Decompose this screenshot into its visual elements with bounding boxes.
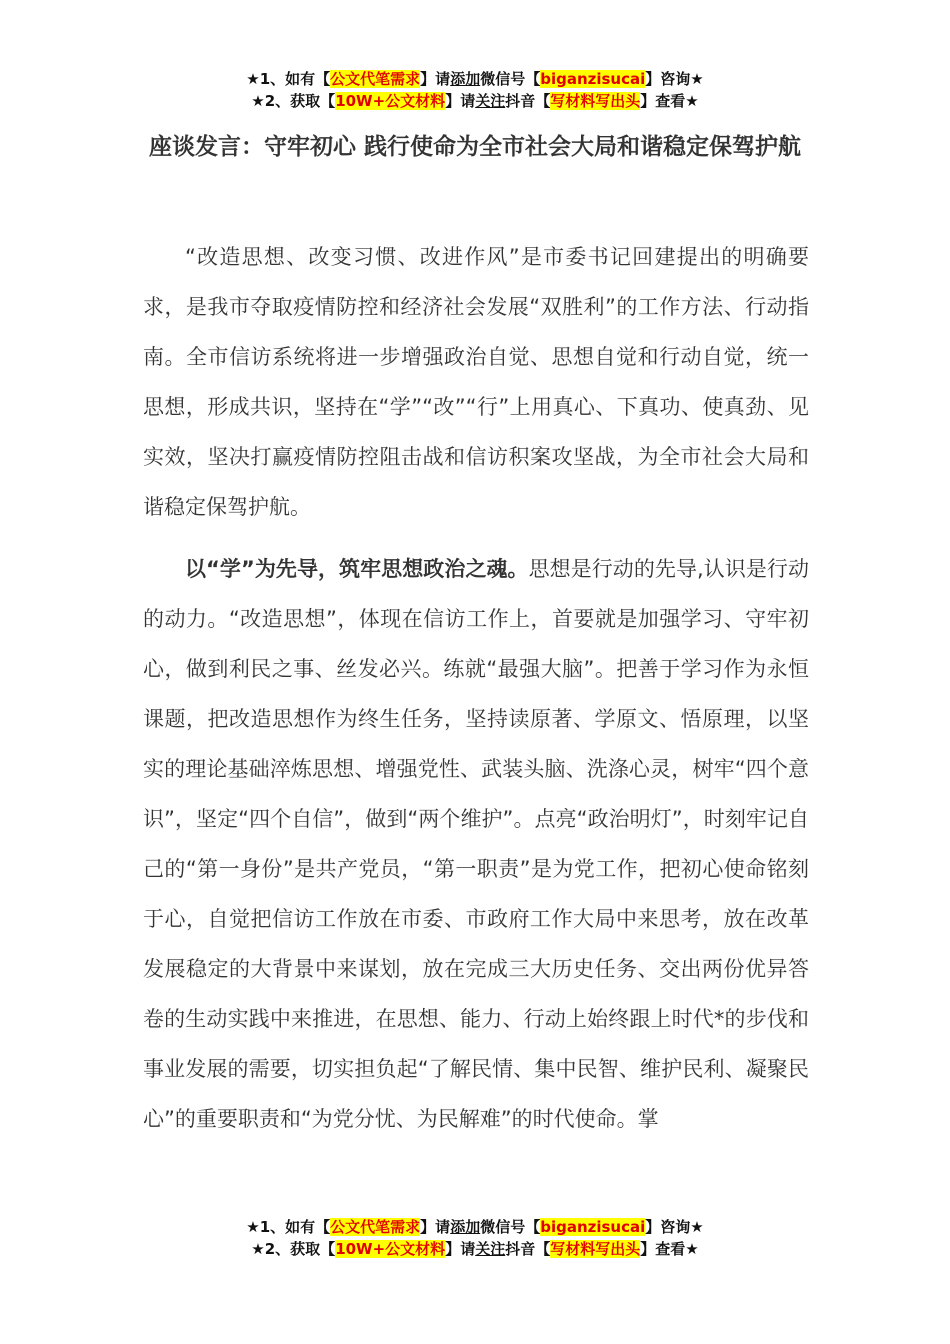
underlined-text: 关注 <box>475 92 506 110</box>
bottom-banner <box>0 1216 950 1260</box>
underlined-text: 添加 <box>450 1218 481 1236</box>
banner-text: ★2、获取【 <box>251 92 336 110</box>
banner-text: 】请 <box>445 1240 476 1258</box>
paragraph-lead: 以“学”为先导，筑牢思想政治之魂。 <box>185 557 529 581</box>
banner-text: 】请 <box>445 92 476 110</box>
banner-text: 】咨询★ <box>645 1218 704 1236</box>
document-title: 座谈发言：守牢初心 践行使命为全市社会大局和谐稳定保驾护航 <box>148 134 801 160</box>
document-body <box>143 232 809 1144</box>
highlight-wechat-id: biganzisucai <box>540 1218 646 1236</box>
banner-text: ★2、获取【 <box>251 1240 336 1258</box>
banner-text: ★1、如有【 <box>246 70 331 88</box>
paragraph-intro: “改造思想、改变习惯、改进作风”是市委书记回建提出的明确要求，是我市夺取疫情防控和经济社会发展“双胜利”的工作方法、行动指南。全市信访系统将进一步增强政治自觉、思想自觉和行动自觉，统一思想，形成共识，坚持在“学”“改”“行”上用真心、下真功、使真劲、见实效，坚决打赢疫情防控阻击战和信访积案攻坚战，为全市社会大局和谐稳定保驾护航。 <box>143 245 809 519</box>
banner-line-1 <box>0 1216 950 1238</box>
banner-text: 】请 <box>420 70 451 88</box>
banner-text: 】查看★ <box>640 92 699 110</box>
highlight-douyin-id: 写材料写出头 <box>550 92 641 110</box>
banner-text: 微信号【 <box>480 1218 541 1236</box>
highlight-materials: 10W+公文材料 <box>335 1240 446 1258</box>
banner-line-2 <box>0 1238 950 1260</box>
highlight-materials: 10W+公文材料 <box>335 92 446 110</box>
banner-text: 】咨询★ <box>645 70 704 88</box>
banner-text: 微信号【 <box>480 70 541 88</box>
highlight-douyin-id: 写材料写出头 <box>550 1240 641 1258</box>
paragraph-study <box>143 544 809 1144</box>
banner-line-1 <box>0 68 950 90</box>
highlight-service: 公文代笔需求 <box>330 70 421 88</box>
underlined-text: 添加 <box>450 70 481 88</box>
highlight-wechat-id: biganzisucai <box>540 70 646 88</box>
banner-text: 】查看★ <box>640 1240 699 1258</box>
highlight-service: 公文代笔需求 <box>330 1218 421 1236</box>
banner-text: 】请 <box>420 1218 451 1236</box>
banner-line-2 <box>0 90 950 112</box>
banner-text: ★1、如有【 <box>246 1218 331 1236</box>
banner-text: 抖音【 <box>505 92 551 110</box>
paragraph-text: 思想是行动的先导,认识是行动的动力。“改造思想”，体现在信访工作上，首要就是加强学习、守牢初心，做到利民之事、丝发必兴。练就“最强大脑”。把善于学习作为永恒课题，把改造思想作为终生任务，坚持读原著、学原文、悟原理，以坚实的理论基础淬炼思想、增强党性、武装头脑、洗涤心灵，树牢“四个意识”，坚定“四个自信”，做到“两个维护”。点亮“政治明灯”，时刻牢记自己的“第一身份”是共产党员，“第一职责”是为党工作，把初心使命铭刻于心，自觉把信访工作放在市委、市政府工作大局中来思考，放在改革发展稳定的大背景中来谋划，放在完成三大历史任务、交出两份优异答卷的生动实践中来推进，在思想、能力、行动上始终跟上时代*的步伐和事业发展的需要，切实担负起“了解民情、集中民智、维护民利、凝聚民心”的重要职责和“为党分忧、为民解难”的时代使命。掌 <box>143 557 809 1131</box>
underlined-text: 关注 <box>475 1240 506 1258</box>
banner-text: 抖音【 <box>505 1240 551 1258</box>
top-banner <box>0 68 950 112</box>
